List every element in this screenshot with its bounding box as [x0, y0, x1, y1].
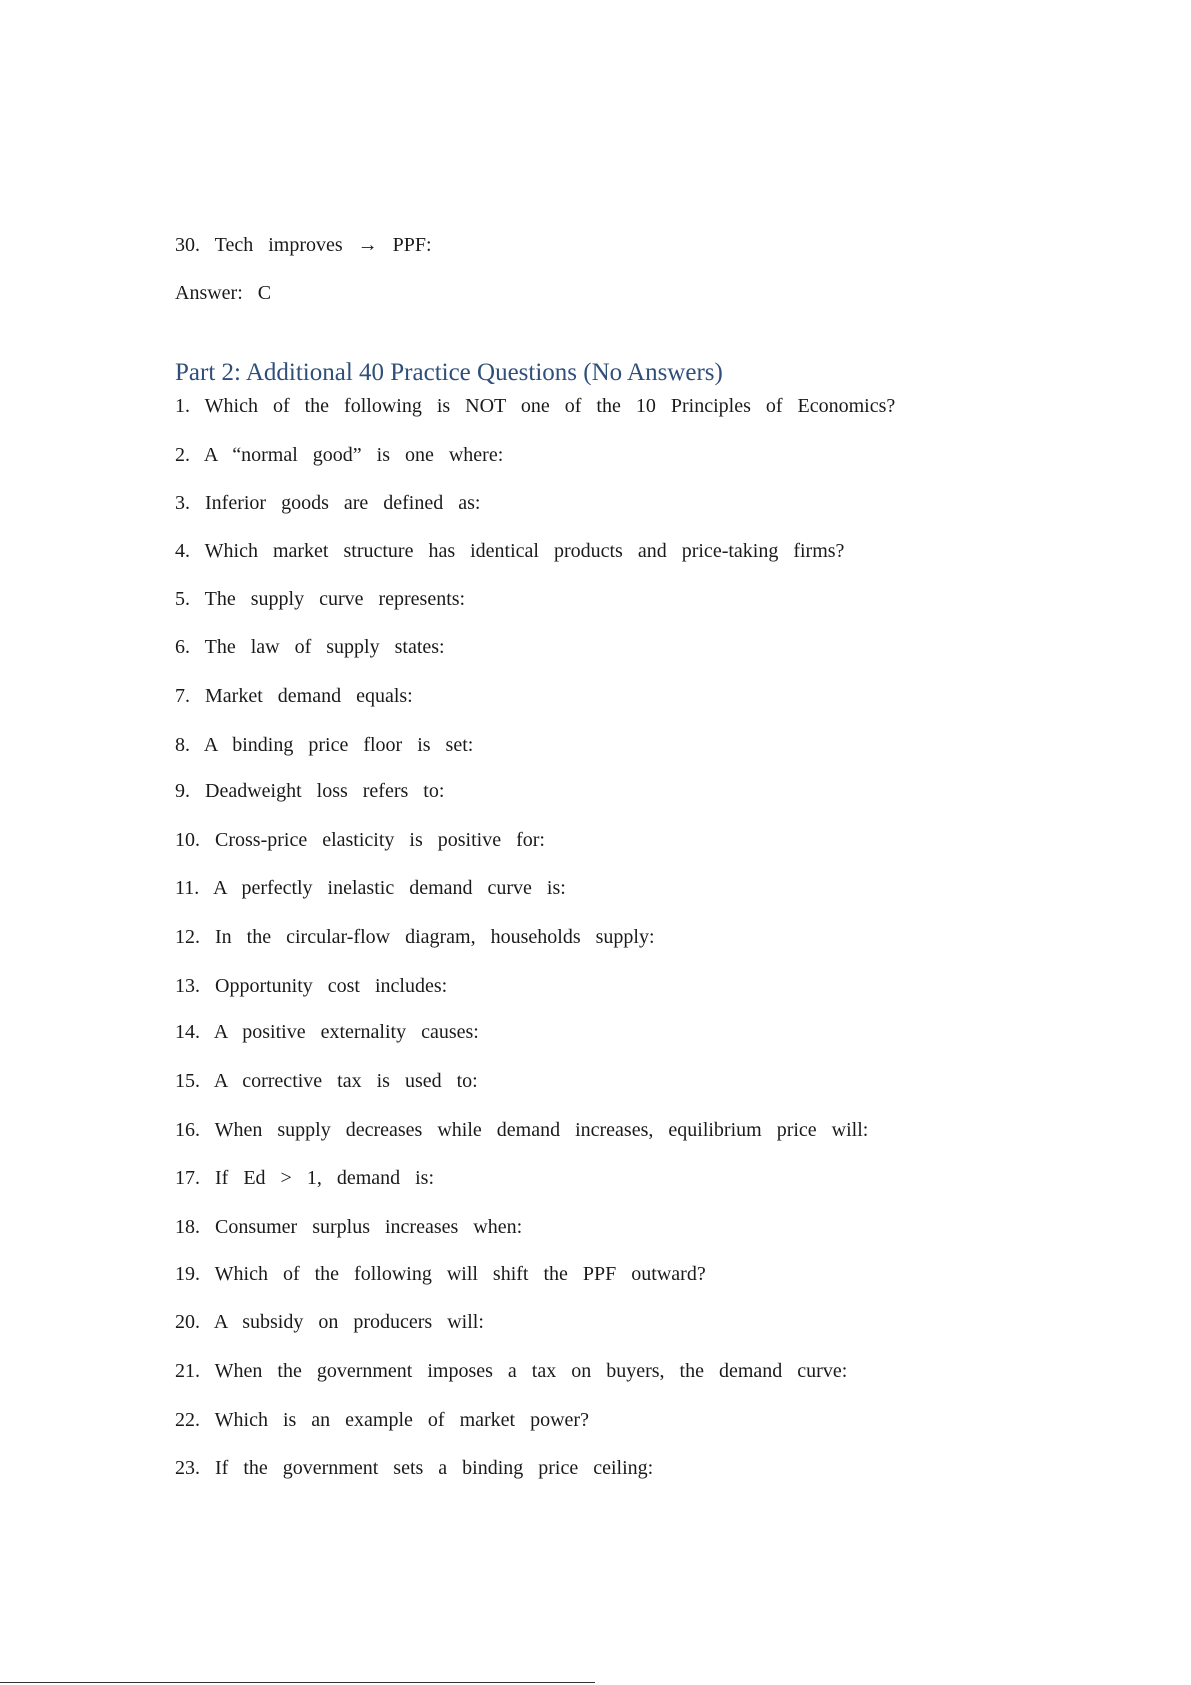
question-item: 15. A corrective tax is used to: — [175, 1070, 478, 1092]
question-item: 13. Opportunity cost includes: — [175, 975, 448, 997]
question-item: 10. Cross-price elasticity is positive for: — [175, 829, 545, 851]
question-item: 22. Which is an example of market power? — [175, 1409, 589, 1431]
question-item: 20. A subsidy on producers will: — [175, 1311, 484, 1333]
question-item: 11. A perfectly inelastic demand curve is: — [175, 877, 566, 899]
question-item: 9. Deadweight loss refers to: — [175, 780, 445, 802]
question-item: 6. The law of supply states: — [175, 636, 445, 658]
page-bottom-rule — [0, 1682, 595, 1683]
question-item: 12. In the circular-flow diagram, households supply: — [175, 926, 655, 948]
question-item: 16. When supply decreases while demand increases, equilibrium price will: — [175, 1119, 869, 1141]
question-item: 17. If Ed > 1, demand is: — [175, 1167, 435, 1189]
answer-30: Answer: C — [175, 282, 272, 304]
question-item: 1. Which of the following is NOT one of the 10 Principles of Economics? — [175, 395, 896, 417]
question-item: 3. Inferior goods are defined as: — [175, 492, 481, 514]
question-item: 21. When the government imposes a tax on buyers, the demand curve: — [175, 1360, 848, 1382]
part2-heading: Part 2: Additional 40 Practice Questions (No Answers) — [175, 359, 723, 386]
question-item: 18. Consumer surplus increases when: — [175, 1216, 523, 1238]
question-item: 8. A binding price floor is set: — [175, 734, 474, 756]
question-item: 7. Market demand equals: — [175, 685, 413, 707]
question-30: 30. Tech improves → PPF: — [175, 234, 432, 256]
question-item: 4. Which market structure has identical products and price-taking firms? — [175, 540, 845, 562]
question-item: 23. If the government sets a binding price ceiling: — [175, 1457, 654, 1479]
question-item: 14. A positive externality causes: — [175, 1021, 479, 1043]
question-item: 5. The supply curve represents: — [175, 588, 466, 610]
question-item: 2. A “normal good” is one where: — [175, 444, 504, 466]
question-item: 19. Which of the following will shift the PPF outward? — [175, 1263, 706, 1285]
